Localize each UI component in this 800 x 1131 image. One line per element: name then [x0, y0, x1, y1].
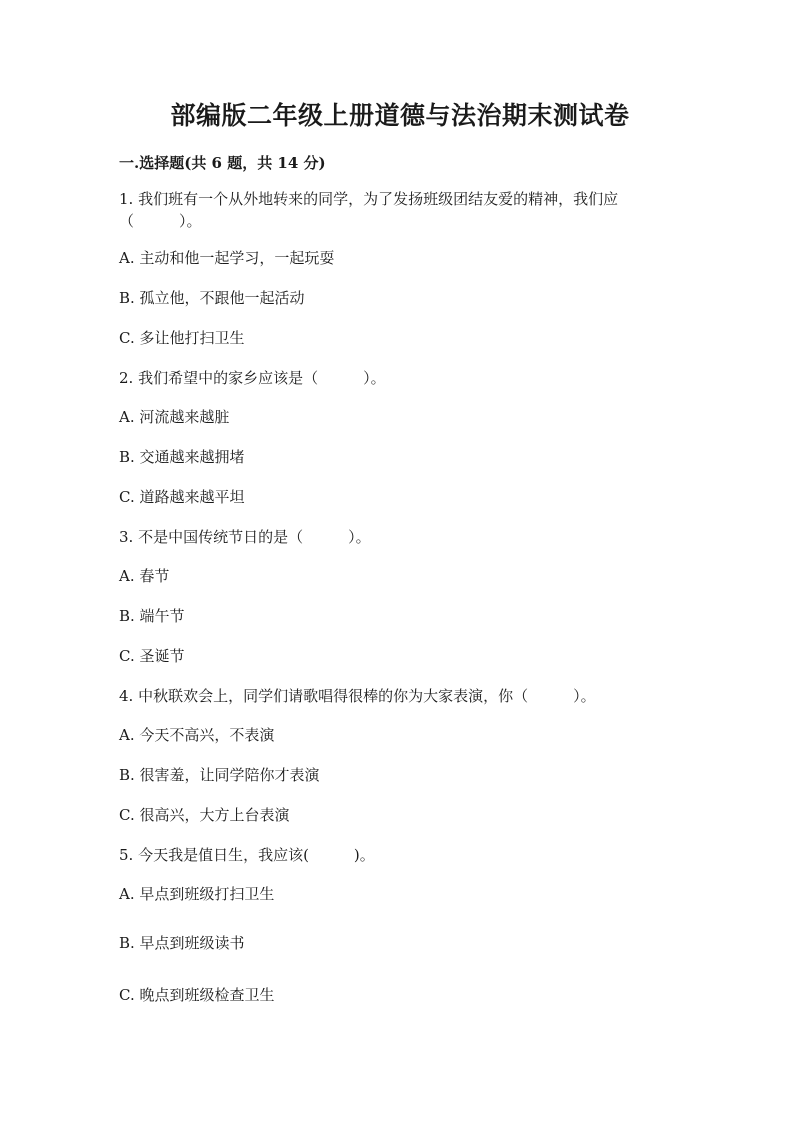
question-3-option-b: B. 端午节: [119, 607, 185, 625]
question-4-option-c: C. 很高兴，大方上台表演: [119, 806, 290, 824]
question-1-option-a: A. 主动和他一起学习，一起玩耍: [119, 249, 335, 267]
question-1-stem-line1: 1. 我们班有一个从外地转来的同学，为了发扬班级团结友爱的精神，我们应: [119, 190, 619, 208]
question-2-option-c: C. 道路越来越平坦: [119, 488, 245, 506]
question-5-option-c: C. 晚点到班级检查卫生: [119, 986, 275, 1004]
question-1-option-c: C. 多让他打扫卫生: [119, 329, 245, 347]
question-5-stem: 5. 今天我是值日生，我应该( )。: [119, 846, 375, 864]
page-title: 部编版二年级上册道德与法治期末测试卷: [170, 101, 630, 130]
question-4-option-a: A. 今天不高兴，不表演: [119, 726, 275, 744]
section-heading: 一.选择题(共 6 题，共 14 分): [119, 154, 326, 172]
question-2-stem: 2. 我们希望中的家乡应该是（ ）。: [119, 369, 386, 387]
question-4-stem: 4. 中秋联欢会上，同学们请歌唱得很棒的你为大家表演，你（ ）。: [119, 687, 596, 705]
question-4-option-b: B. 很害羞，让同学陪你才表演: [119, 766, 320, 784]
question-3-stem: 3. 不是中国传统节日的是（ ）。: [119, 528, 371, 546]
question-5-option-a: A. 早点到班级打扫卫生: [119, 885, 275, 903]
question-5-option-b: B. 早点到班级读书: [119, 934, 245, 952]
question-3-option-a: A. 春节: [119, 567, 170, 585]
question-1-option-b: B. 孤立他，不跟他一起活动: [119, 289, 305, 307]
question-2-option-b: B. 交通越来越拥堵: [119, 448, 245, 466]
question-3-option-c: C. 圣诞节: [119, 647, 185, 665]
question-1-stem-line2: （ ）。: [119, 212, 202, 230]
question-2-option-a: A. 河流越来越脏: [119, 408, 230, 426]
